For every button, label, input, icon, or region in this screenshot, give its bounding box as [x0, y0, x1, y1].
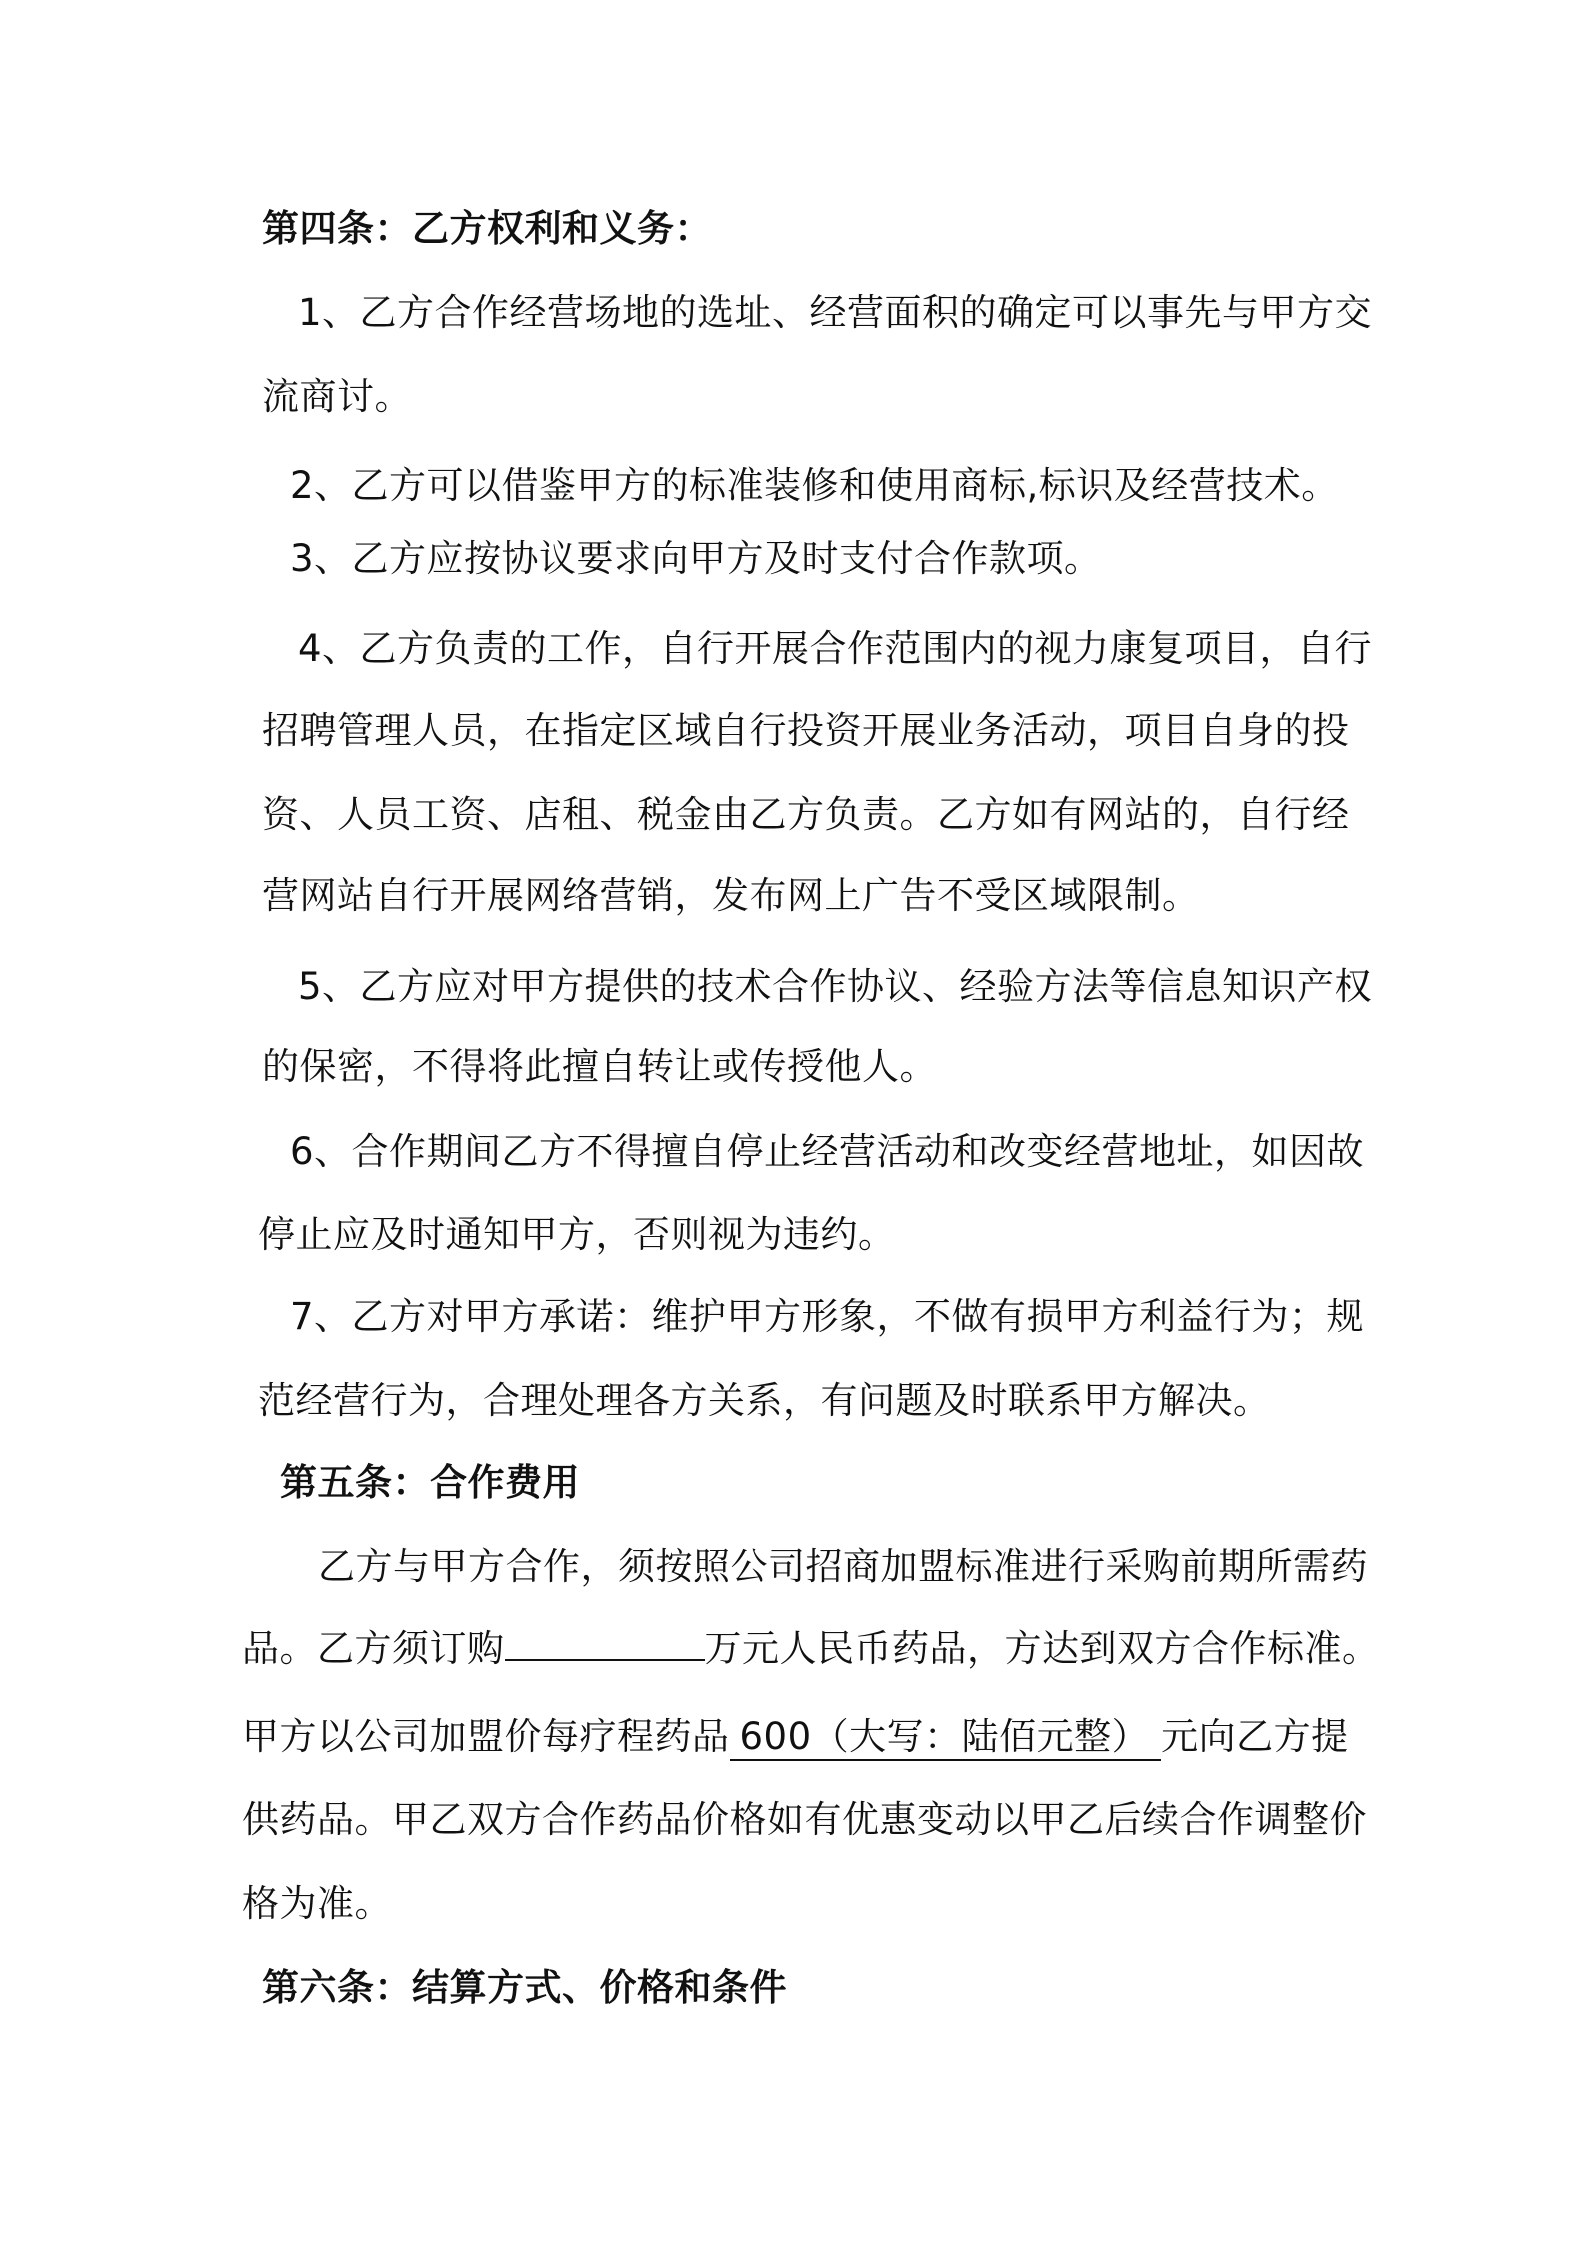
- article4-item4-line1: 4、乙方负责的工作，自行开展合作范围内的视力康复项目，自行: [298, 627, 1373, 670]
- article5-line3-text-before: 甲方以公司加盟价每疗程药品: [242, 1715, 730, 1758]
- article6-heading: 第六条：结算方式、价格和条件: [262, 1966, 787, 2009]
- article4-item1-line2: 流商讨。: [262, 375, 412, 418]
- article5-line2-text-before: 品。乙方须订购: [242, 1627, 505, 1670]
- article4-item7-line2: 范经营行为，合理处理各方关系，有问题及时联系甲方解决。: [258, 1379, 1271, 1422]
- article4-item4-line4: 营网站自行开展网络营销，发布网上广告不受区域限制。: [262, 874, 1200, 917]
- article4-item6-line1: 6、合作期间乙方不得擅自停止经营活动和改变经营地址，如因故: [290, 1130, 1365, 1173]
- article4-heading: 第四条：乙方权利和义务：: [262, 207, 712, 250]
- article5-line1: 乙方与甲方合作，须按照公司招商加盟标准进行采购前期所需药: [318, 1545, 1368, 1588]
- article4-item2: 2、乙方可以借鉴甲方的标准装修和使用商标,标识及经营技术。: [290, 464, 1339, 507]
- article4-item6-line2: 停止应及时通知甲方，否则视为违约。: [258, 1213, 896, 1256]
- order-amount-blank: [505, 1625, 705, 1661]
- article4-item5-line1: 5、乙方应对甲方提供的技术合作协议、经验方法等信息知识产权: [298, 965, 1373, 1008]
- article5-line5: 格为准。: [242, 1882, 392, 1925]
- article4-item4-line2: 招聘管理人员，在指定区域自行投资开展业务活动，项目自身的投: [262, 709, 1350, 752]
- article5-heading: 第五条：合作费用: [280, 1461, 580, 1504]
- price-per-course-field: 600（大写：陆佰元整）: [730, 1715, 1162, 1761]
- article4-item7-line1: 7、乙方对甲方承诺：维护甲方形象，不做有损甲方利益行为；规: [290, 1295, 1365, 1338]
- article5-line3-text-after: 元向乙方提: [1161, 1715, 1349, 1758]
- article5-line2: [242, 1625, 1380, 1673]
- article4-item1-line1: 1、乙方合作经营场地的选址、经营面积的确定可以事先与甲方交: [298, 291, 1373, 334]
- article4-item5-line2: 的保密，不得将此擅自转让或传授他人。: [262, 1045, 937, 1088]
- article4-item3: 3、乙方应按协议要求向甲方及时支付合作款项。: [290, 537, 1102, 580]
- article5-line3: [242, 1713, 1349, 1761]
- article4-item4-line3: 资、人员工资、店租、税金由乙方负责。乙方如有网站的，自行经: [262, 793, 1350, 836]
- article5-line4: 供药品。甲乙双方合作药品价格如有优惠变动以甲乙后续合作调整价: [242, 1798, 1367, 1841]
- article5-line2-text-after: 万元人民币药品，方达到双方合作标准。: [704, 1627, 1380, 1670]
